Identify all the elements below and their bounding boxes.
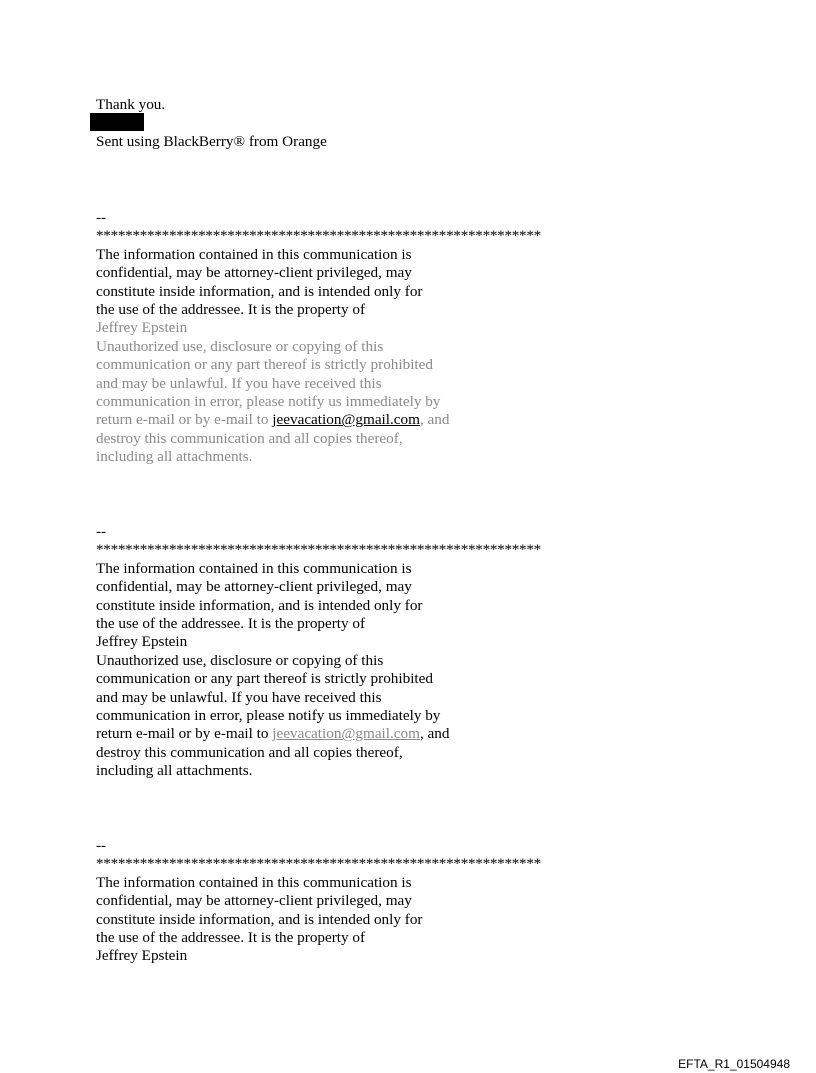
disclaimer-line: communication or any part thereof is strictly prohibited: [96, 670, 433, 688]
disclaimer-block-1: [96, 209, 716, 467]
disclaimer-line: including all attachments.: [96, 762, 253, 780]
separator-dash: --: [96, 837, 107, 854]
return-suffix: , and: [419, 411, 450, 429]
separator-stars: *************************************************************: [96, 227, 541, 245]
email-body: [96, 96, 716, 965]
disclaimer-line: constitute inside information, and is intended only for: [96, 282, 423, 300]
disclaimer-line: destroy this communication and all copies thereof,: [96, 429, 403, 447]
disclaimer-line: and may be unlawful. If you have received this: [96, 374, 382, 392]
disclaimer-block-3: [96, 837, 716, 966]
disclaimer-return-line: [96, 725, 716, 743]
disclaimer-line: The information contained in this communication is: [96, 559, 412, 577]
disclaimer-line: confidential, may be attorney-client privileged, may: [96, 578, 412, 596]
redaction-box: [90, 113, 144, 131]
greeting-text: Thank you.: [96, 96, 166, 113]
email-link[interactable]: jeevacation@gmail.com: [272, 411, 420, 429]
disclaimer-line: confidential, may be attorney-client privileged, may: [96, 264, 412, 282]
separator-stars: *************************************************************: [96, 541, 541, 559]
disclaimer-line: communication in error, please notify us immediately by: [96, 707, 441, 725]
disclaimer-line: the use of the addressee. It is the property of: [96, 929, 366, 947]
disclaimer-line: The information contained in this communication is: [96, 245, 412, 263]
greeting-line: [96, 96, 716, 114]
disclaimer-line: destroy this communication and all copies thereof,: [96, 743, 403, 761]
return-prefix: return e-mail or by e-mail to: [96, 725, 273, 743]
disclaimer-line: and may be unlawful. If you have received this: [96, 688, 382, 706]
document-id: EFTA_R1_01504948: [678, 1057, 790, 1071]
disclaimer-line: constitute inside information, and is intended only for: [96, 596, 423, 614]
disclaimer-line: constitute inside information, and is intended only for: [96, 910, 423, 928]
return-suffix: , and: [419, 725, 450, 743]
disclaimer-line: Unauthorized use, disclosure or copying of this: [96, 337, 384, 355]
disclaimer-line: The information contained in this communication is: [96, 873, 412, 891]
disclaimer-line: confidential, may be attorney-client privileged, may: [96, 892, 412, 910]
disclaimer-line: including all attachments.: [96, 448, 253, 466]
disclaimer-line: communication in error, please notify us immediately by: [96, 393, 441, 411]
disclaimer-line: the use of the addressee. It is the property of: [96, 615, 366, 633]
disclaimer-return-line: [96, 411, 716, 429]
email-link[interactable]: jeevacation@gmail.com: [272, 725, 420, 743]
disclaimer-block-2: [96, 523, 716, 781]
disclaimer-line: Jeffrey Epstein: [96, 947, 188, 965]
separator-dash: --: [96, 209, 107, 226]
disclaimer-line: Jeffrey Epstein: [96, 319, 188, 337]
disclaimer-line: communication or any part thereof is strictly prohibited: [96, 356, 433, 374]
separator-stars: *************************************************************: [96, 855, 541, 873]
disclaimer-line: Jeffrey Epstein: [96, 633, 188, 651]
disclaimer-line: Unauthorized use, disclosure or copying of this: [96, 651, 384, 669]
signature-line: Sent using BlackBerry® from Orange: [96, 133, 327, 151]
separator-dash: --: [96, 523, 107, 540]
disclaimer-line: the use of the addressee. It is the property of: [96, 301, 366, 319]
return-prefix: return e-mail or by e-mail to: [96, 411, 273, 429]
